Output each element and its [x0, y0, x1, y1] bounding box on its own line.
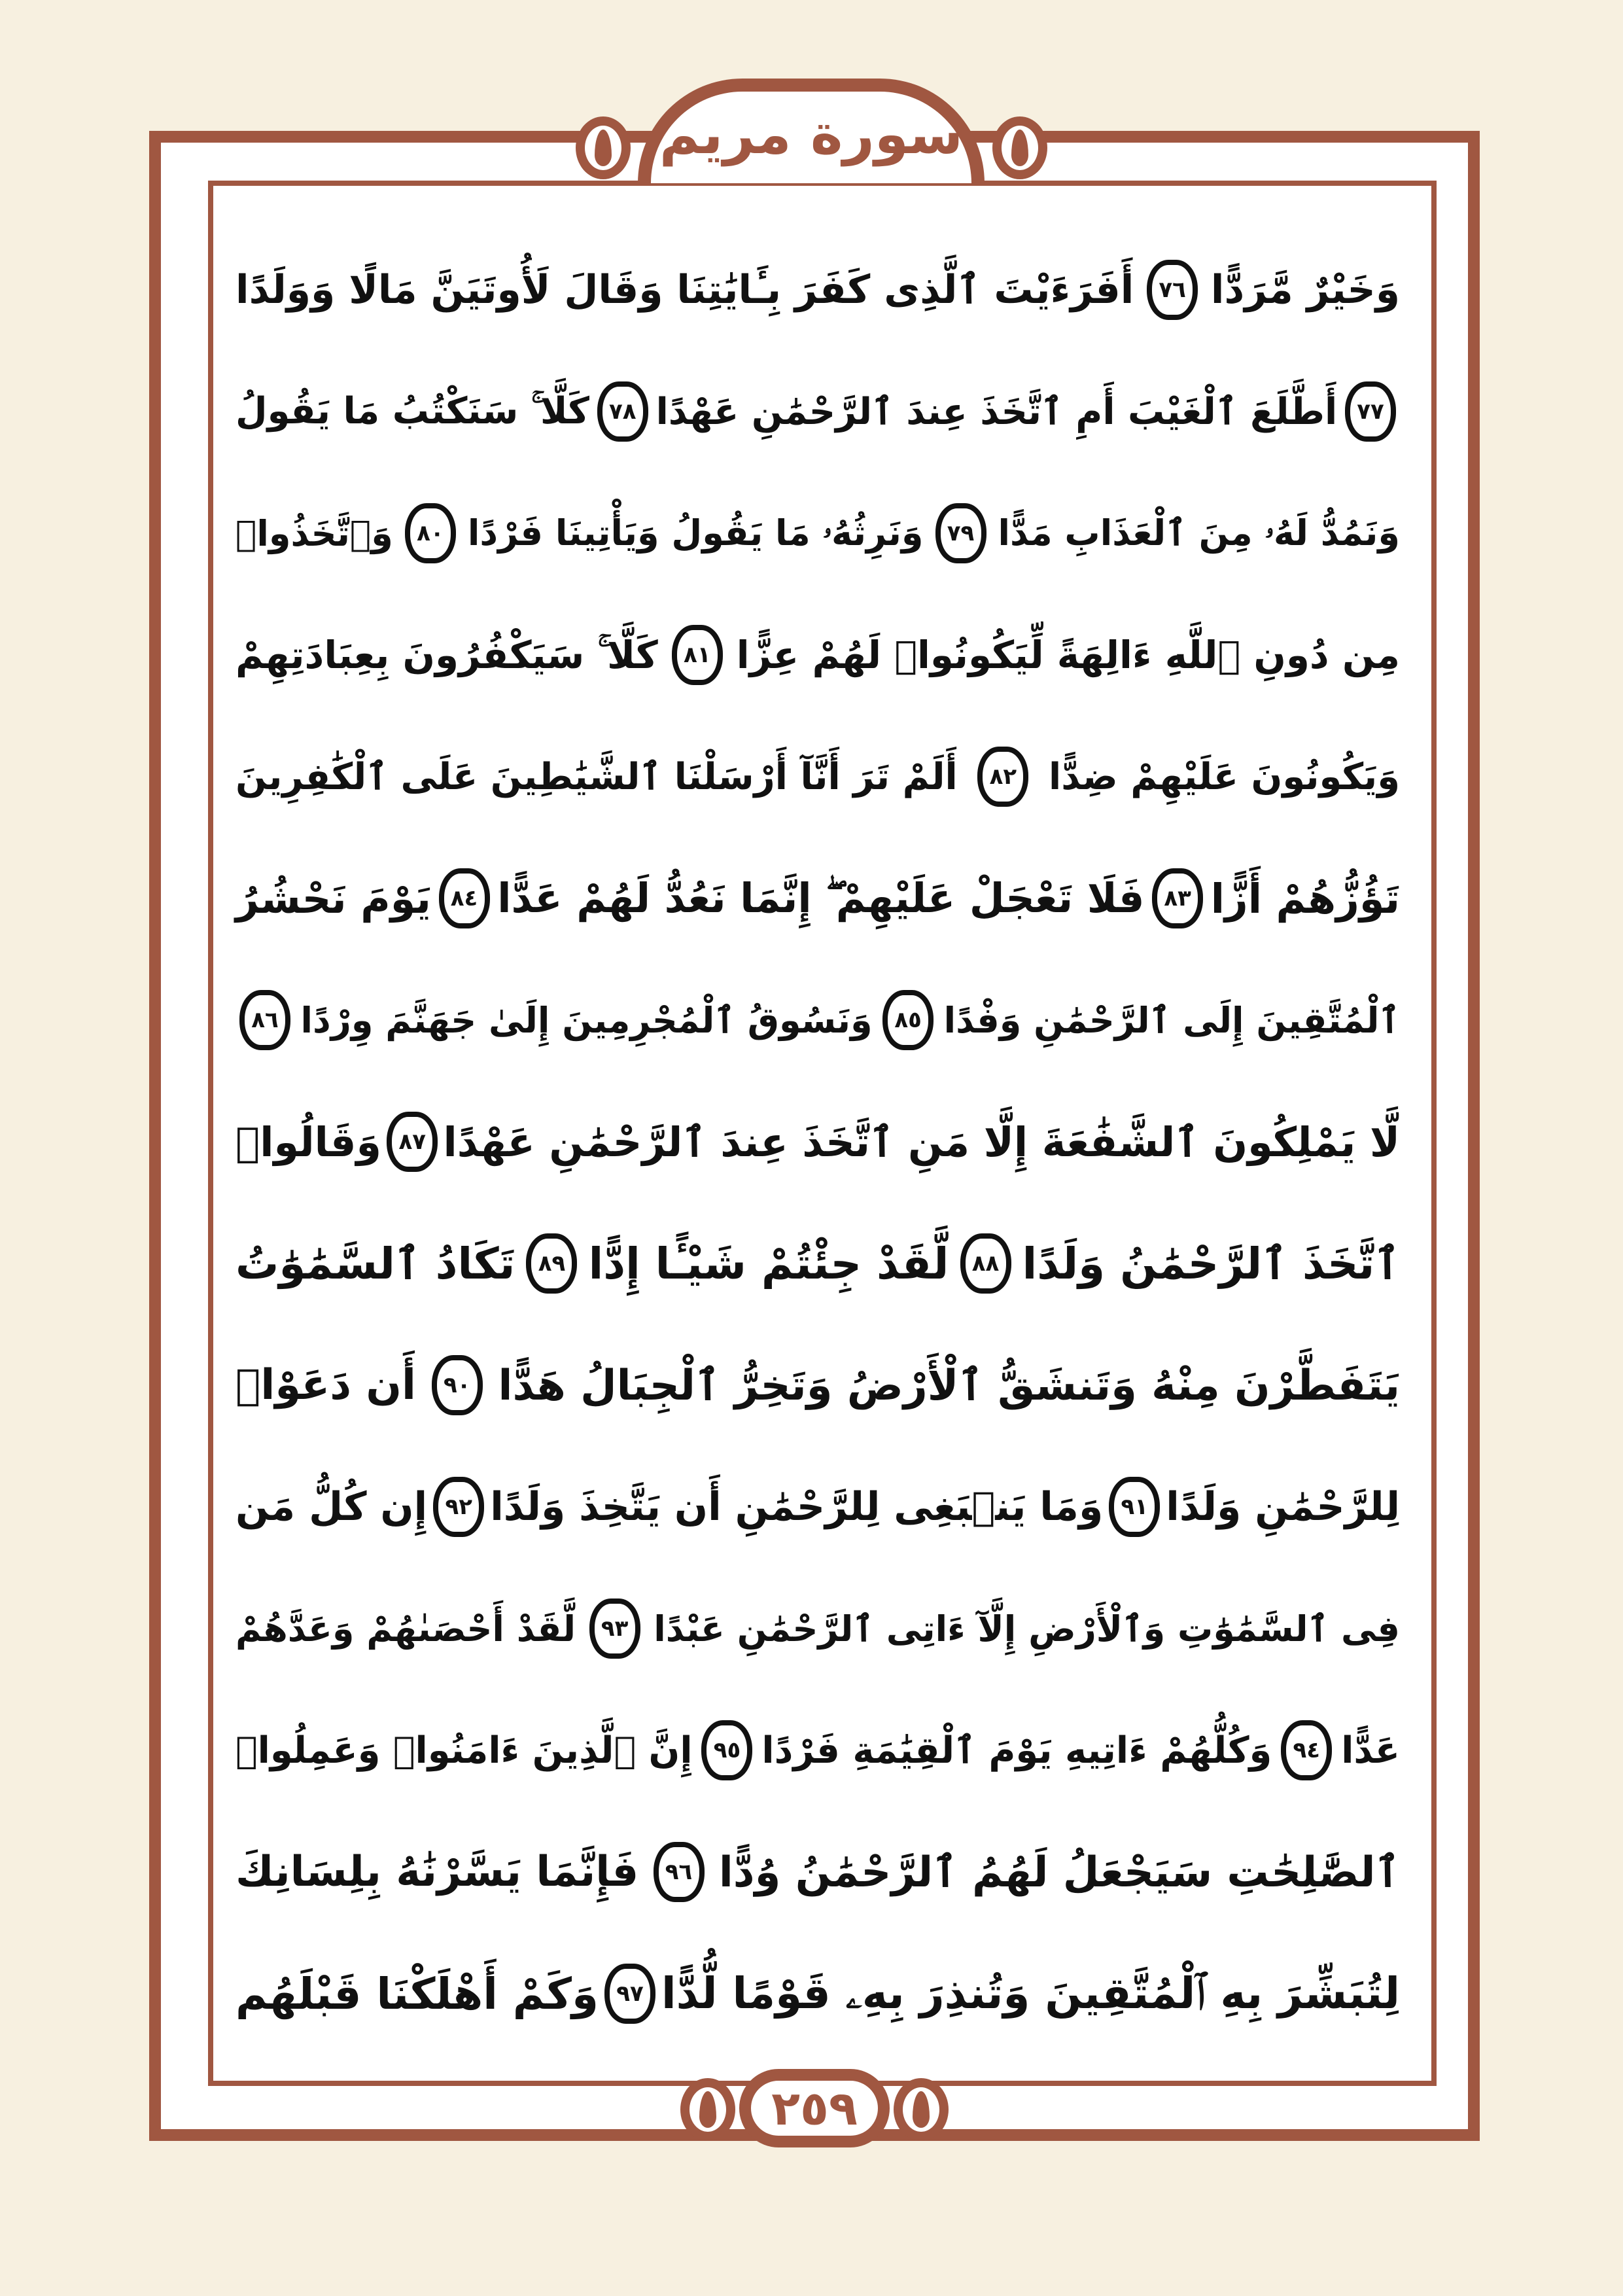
verse-text: إِن كُلُّ مَن: [236, 1484, 428, 1530]
ayah-number-marker: ٨١: [672, 625, 723, 685]
verse-text: عَدًّا: [1341, 1729, 1400, 1772]
ayah-number-marker: ٩٥: [701, 1720, 752, 1780]
verse-text: ٱلْمُتَّقِينَ إِلَى ٱلرَّحْمَٰنِ وَفْدًا: [943, 999, 1400, 1041]
verse-text: أَلَمْ تَرَ أَنَّآ أَرْسَلْنَا ٱلشَّيَٰطِينَ عَلَى ٱلْكَٰفِرِينَ: [236, 755, 958, 798]
verse-text: كَلَّا ۚ سَيَكْفُرُونَ بِعِبَادَتِهِمْ: [236, 632, 658, 677]
verse-text: وَخَيْرٌ مَّرَدًّا: [1210, 267, 1400, 313]
text-line: [236, 472, 1400, 594]
verse-text: أَطَّلَعَ ٱلْغَيْبَ أَمِ ٱتَّخَذَ عِندَ ٱلرَّحْمَٰنِ عَهْدًا: [655, 390, 1338, 433]
verse-text: يَوْمَ نَحْشُرُ: [236, 874, 431, 923]
ayah-number-marker: ٩٠: [432, 1355, 483, 1415]
verse-text: لَّقَدْ أَحْصَىٰهُمْ وَعَدَّهُمْ: [236, 1608, 576, 1650]
ayah-number-marker: ٩٤: [1281, 1720, 1332, 1780]
ayah-number-marker: ٨٨: [960, 1233, 1011, 1294]
text-line: [236, 1081, 1400, 1203]
ayah-number-marker: ٩٧: [604, 1964, 655, 2024]
ayah-number-marker: ٨٦: [239, 990, 290, 1050]
ayah-number-marker: ٩١: [1109, 1477, 1160, 1537]
verse-text: أَفَرَءَيْتَ ٱلَّذِى كَفَرَ بِـَٔايَٰتِنَا وَقَالَ لَأُوتَيَنَّ مَالًا وَوَلَدًا: [236, 267, 1134, 313]
ayah-number-marker: ٧٨: [597, 381, 648, 442]
verse-text: لَّا يَمْلِكُونَ ٱلشَّفَٰعَةَ إِلَّا مَنِ ٱتَّخَذَ عِندَ ٱلرَّحْمَٰنِ عَهْدًا: [443, 1118, 1400, 1166]
ayah-number-marker: ٨٧: [387, 1112, 438, 1172]
verse-text: فَإِنَّمَا يَسَّرْنَٰهُ بِلِسَانِكَ: [236, 1848, 639, 1896]
verse-text: وَكَمْ أَهْلَكْنَا قَبْلَهُم: [236, 1968, 599, 2019]
verse-text: فِى ٱلسَّمَٰوَٰتِ وَٱلْأَرْضِ إِلَّآ ءَاتِى ٱلرَّحْمَٰنِ عَبْدًا: [654, 1608, 1400, 1650]
verse-text: وَقَالُوا۟: [236, 1118, 382, 1166]
text-line: [236, 229, 1400, 351]
verse-text: لَّقَدْ جِئْتُمْ شَيْـًٔا إِدًّا: [588, 1238, 949, 1289]
text-line: [236, 1203, 1400, 1324]
ayah-number-marker: ٨٩: [526, 1233, 577, 1294]
text-line: [236, 1689, 1400, 1811]
text-line: [236, 959, 1400, 1081]
verse-text: إِنَّ ٱلَّذِينَ ءَامَنُوا۟ وَعَمِلُوا۟: [236, 1729, 693, 1772]
verse-text: يَتَفَطَّرْنَ مِنْهُ وَتَنشَقُّ ٱلْأَرْضُ وَتَخِرُّ ٱلْجِبَالُ هَدًّا: [498, 1361, 1400, 1410]
text-line: [236, 1324, 1400, 1446]
verse-text: كَلَّا ۚ سَنَكْتُبُ مَا يَقُولُ: [236, 390, 589, 433]
ayah-number-marker: ٩٣: [589, 1598, 640, 1659]
verse-text: وَكُلُّهُمْ ءَاتِيهِ يَوْمَ ٱلْقِيَٰمَةِ فَرْدًا: [761, 1729, 1272, 1772]
verse-text: لِتُبَشِّرَ بِهِ ٱلْمُتَّقِينَ وَتُنذِرَ بِهِۦ قَوْمًا لُّدًّا: [661, 1968, 1400, 2019]
verse-text: وَيَكُونُونَ عَلَيْهِمْ ضِدًّا: [1049, 755, 1400, 798]
text-line: [236, 594, 1400, 716]
text-line: [236, 1811, 1400, 1933]
ayah-number-marker: ٩٦: [654, 1842, 705, 1902]
text-line: [236, 1568, 1400, 1689]
verse-text: وَنَسُوقُ ٱلْمُجْرِمِينَ إِلَىٰ جَهَنَّمَ وِرْدًا: [300, 999, 873, 1041]
ayah-number-marker: ٧٧: [1345, 381, 1396, 442]
quran-text-body: [236, 229, 1400, 2048]
surah-title: سورة مريم: [659, 102, 964, 166]
ayah-number-marker: ٧٩: [935, 503, 986, 563]
text-line: [236, 716, 1400, 838]
ayah-number-marker: ٨٠: [405, 503, 456, 563]
verse-text: ٱتَّخَذَ ٱلرَّحْمَٰنُ وَلَدًا: [1022, 1238, 1400, 1289]
verse-text: لِلرَّحْمَٰنِ وَلَدًا: [1166, 1484, 1400, 1530]
ayah-number-marker: ٨٣: [1152, 868, 1203, 928]
verse-text: وَنَمُدُّ لَهُۥ مِنَ ٱلْعَذَابِ مَدًّا: [998, 512, 1400, 554]
verse-text: مِن دُونِ ٱللَّهِ ءَالِهَةً لِّيَكُونُوا۟ لَهُمْ عِزًّا: [736, 633, 1400, 677]
ayah-number-marker: ٧٦: [1147, 260, 1198, 320]
verse-text: ٱلصَّٰلِحَٰتِ سَيَجْعَلُ لَهُمُ ٱلرَّحْمَٰنُ وُدًّا: [718, 1848, 1400, 1897]
text-line: [236, 838, 1400, 959]
verse-text: فَلَا تَعْجَلْ عَلَيْهِمْ ۖ إِنَّمَا نَعُدُّ لَهُمْ عَدًّا: [497, 874, 1145, 922]
ayah-number-marker: ٨٤: [439, 868, 490, 928]
text-line: [236, 351, 1400, 472]
verse-text: أَن دَعَوْا۟: [236, 1361, 416, 1409]
verse-text: وَنَرِثُهُۥ مَا يَقُولُ وَيَأْتِينَا فَرْدًا: [467, 512, 924, 554]
page-number: ٢٥٩: [771, 2081, 858, 2136]
verse-text: تَكَادُ ٱلسَّمَٰوَٰتُ: [236, 1238, 515, 1289]
verse-text: وَمَا يَنۢبَغِى لِلرَّحْمَٰنِ أَن يَتَّخِذَ وَلَدًا: [490, 1484, 1104, 1530]
ayah-number-marker: ٩٢: [433, 1477, 484, 1537]
verse-text: وَٱتَّخَذُوا۟: [236, 512, 393, 554]
text-line: [236, 1933, 1400, 2055]
ayah-number-marker: ٨٥: [882, 990, 934, 1050]
verse-text: تَؤُزُّهُمْ أَزًّا: [1210, 874, 1400, 923]
ayah-number-marker: ٨٢: [977, 747, 1028, 807]
text-line: [236, 1446, 1400, 1568]
